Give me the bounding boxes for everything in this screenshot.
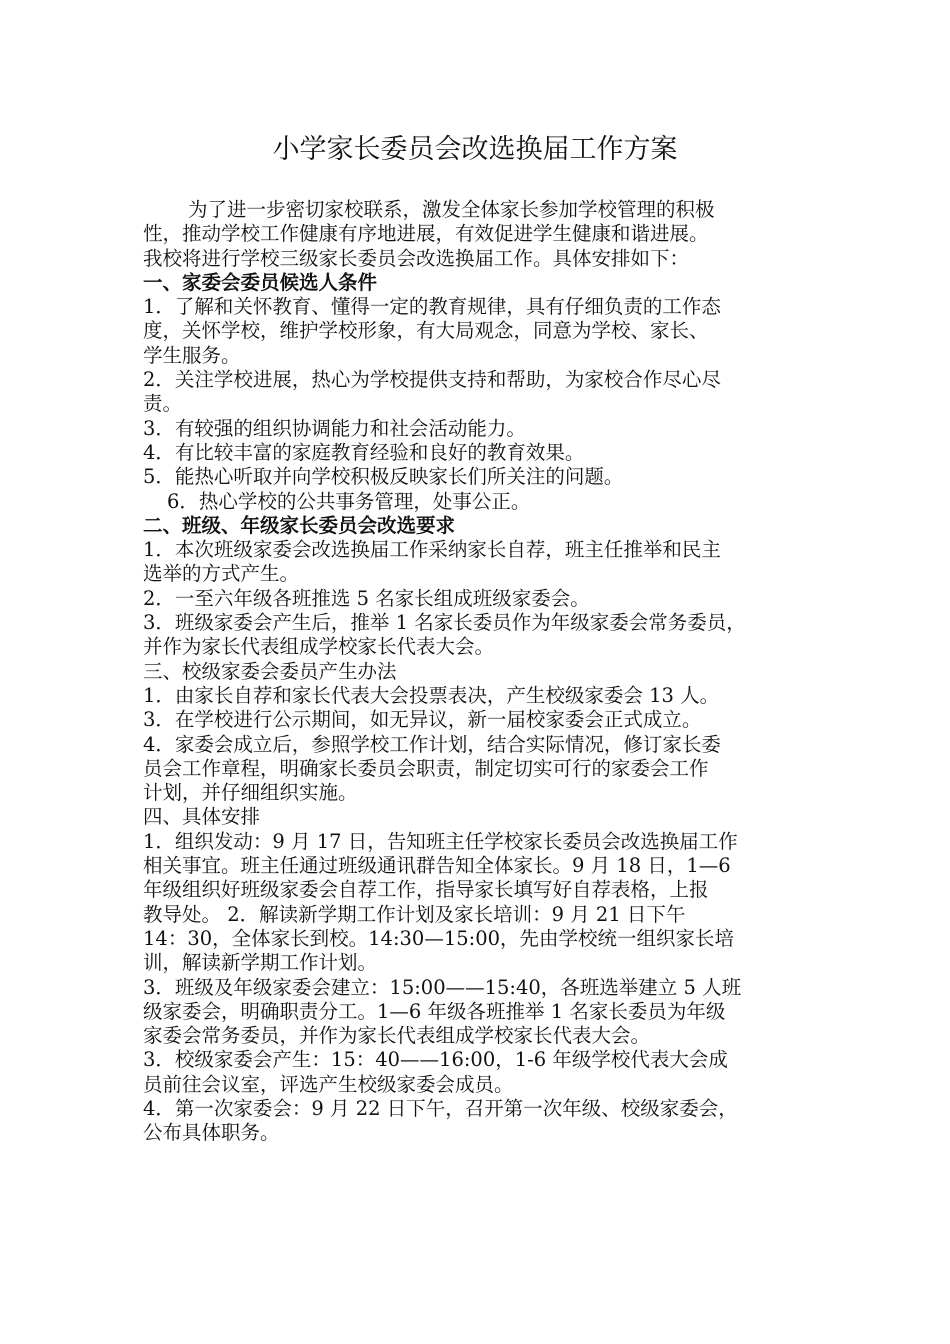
paragraph-line: 5．能热心听取并向学校积极反映家长们所关注的问题。: [143, 465, 624, 489]
paragraph-line: 2．关注学校进展，热心为学校提供支持和帮助，为家校合作尽心尽: [143, 368, 721, 392]
intro-line: 我校将进行学校三级家长委员会改选换届工作。具体安排如下：: [143, 246, 690, 270]
paragraph-line: 选举的方式产生。: [143, 562, 300, 586]
paragraph-line: 6．热心学校的公共事务管理，处事公正。: [167, 489, 531, 513]
document-title: 小学家长委员会改选换届工作方案: [272, 134, 678, 165]
paragraph-line: 3．班级及年级家委会建立：15:00——15:40，各班选举建立 5 人班: [143, 975, 742, 999]
paragraph-line: 教导处。 2．解读新学期工作计划及家长培训：9 月 21 日下午: [143, 902, 686, 926]
paragraph-line: 员前往会议室，评选产生校级家委会成员。: [143, 1072, 514, 1096]
paragraph-line: 2．一至六年级各班推选 5 名家长组成班级家委会。: [143, 586, 590, 610]
paragraph-line: 训，解读新学期工作计划。: [143, 951, 378, 975]
paragraph-line: 3．校级家委会产生：15：40——16:00，1-6 年级学校代表大会成: [143, 1048, 728, 1072]
paragraph-line: 1．由家长自荐和家长代表大会投票表决，产生校级家委会 13 人。: [143, 683, 720, 707]
section-heading: 二、班级、年级家长委员会改选要求: [143, 513, 456, 537]
paragraph-line: 家委会常务委员，并作为家长代表组成学校家长代表大会。: [143, 1024, 651, 1048]
paragraph-line: 1．了解和关怀教育、懂得一定的教育规律，具有仔细负责的工作态: [143, 295, 721, 319]
paragraph-line: 度，关怀学校，维护学校形象，有大局观念，同意为学校、家长、: [143, 319, 709, 343]
paragraph-line: 3．在学校进行公示期间，如无异议，新一届校家委会正式成立。: [143, 708, 702, 732]
paragraph-line: 4．第一次家委会：9 月 22 日下午，召开第一次年级、校级家委会，: [143, 1096, 738, 1120]
paragraph-line: 相关事宜。班主任通过班级通讯群告知全体家长。9 月 18 日，1—6: [143, 854, 731, 878]
paragraph-line: 1．组织发动：9 月 17 日，告知班主任学校家长委员会改选换届工作: [143, 829, 738, 853]
paragraph-line: 14：30，全体家长到校。14:30—15:00，先由学校统一组织家长培: [143, 926, 735, 950]
paragraph-line: 3．班级家委会产生后，推举 1 名家长委员作为年级家委会常务委员，: [143, 611, 746, 635]
document-body: [143, 198, 823, 1146]
paragraph-line: 4．有比较丰富的家庭教育经验和良好的教育效果。: [143, 440, 585, 464]
paragraph-line: 年级组织好班级家委会自荐工作，指导家长填写好自荐表格，上报: [143, 878, 709, 902]
paragraph-line: 公布具体职务。: [143, 1121, 280, 1145]
intro-line: 为了进一步密切家校联系，激发全体家长参加学校管理的积极: [188, 198, 715, 221]
paragraph-line: 责。: [143, 392, 183, 416]
section-heading: 四、具体安排: [143, 805, 261, 829]
paragraph-line: 级家委会，明确职责分工。1—6 年级各班推举 1 名家长委员为年级: [143, 999, 726, 1023]
paragraph-line: 计划，并仔细组织实施。: [143, 781, 358, 805]
paragraph-line: 学生服务。: [143, 343, 241, 367]
paragraph-line: 1．本次班级家委会改选换届工作采纳家长自荐，班主任推举和民主: [143, 538, 721, 562]
section-heading: 三、校级家委会委员产生办法: [143, 659, 397, 683]
section-heading: 一、家委会委员候选人条件: [143, 270, 378, 294]
paragraph-line: 3．有较强的组织协调能力和社会活动能力。: [143, 416, 526, 440]
paragraph-line: 并作为家长代表组成学校家长代表大会。: [143, 635, 495, 659]
paragraph-line: 4．家委会成立后，参照学校工作计划，结合实际情况，修订家长委: [143, 732, 721, 756]
paragraph-line: 员会工作章程，明确家长委员会职责，制定切实可行的家委会工作: [143, 756, 709, 780]
intro-line: 性，推动学校工作健康有序地进展，有效促进学生健康和谐进展。: [143, 222, 709, 246]
